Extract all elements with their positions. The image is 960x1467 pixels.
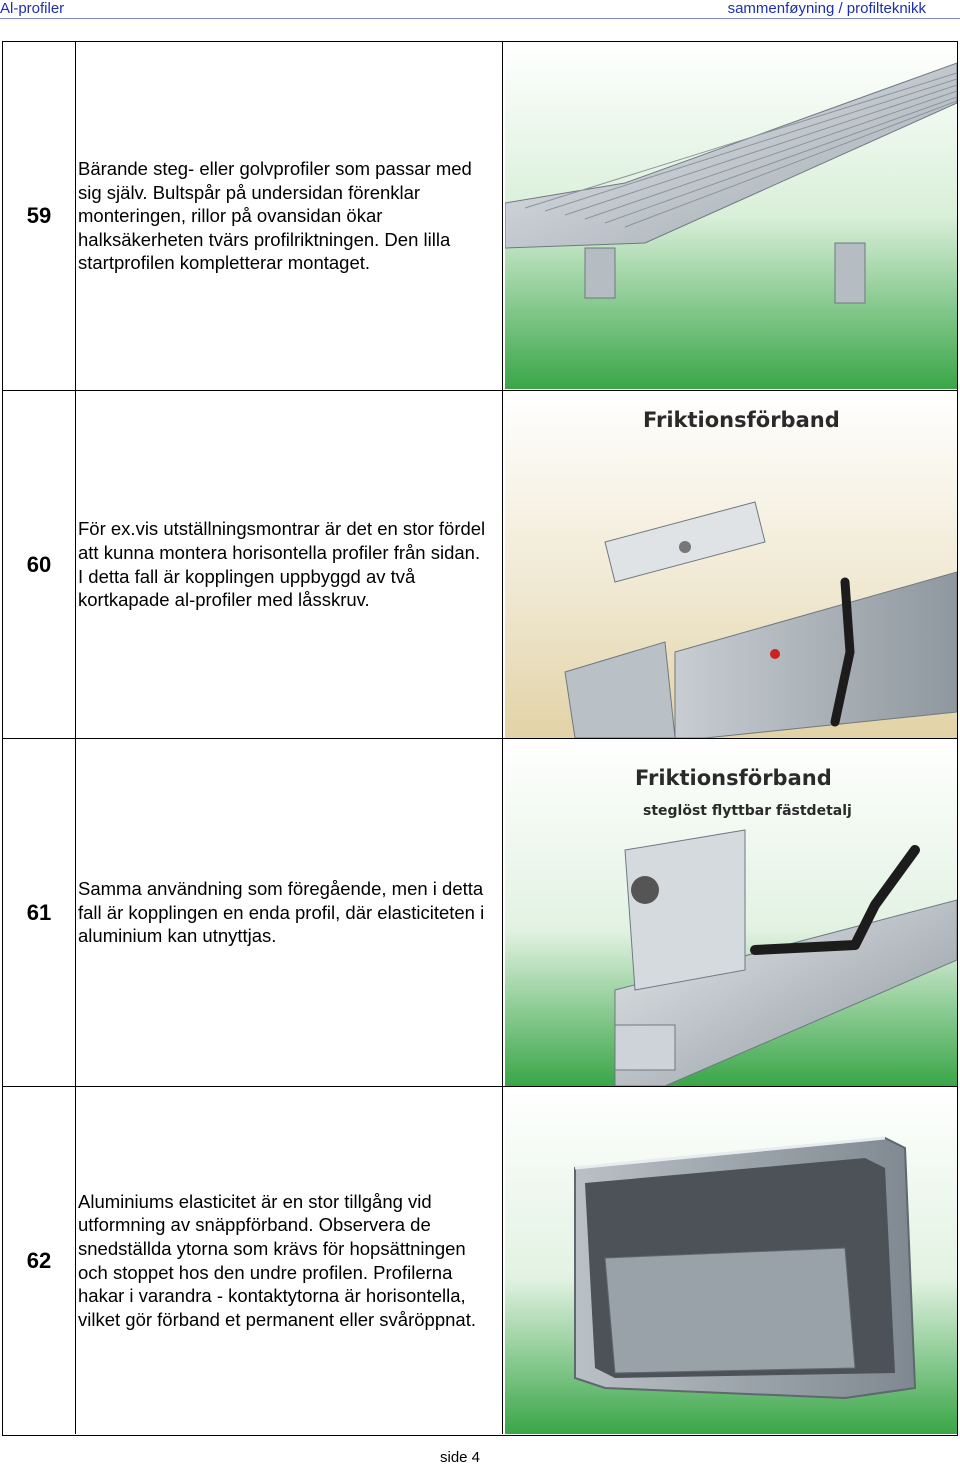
- snap-joint-image: [505, 1088, 957, 1434]
- row-number: 60: [3, 391, 76, 738]
- row-text: Samma användning som föregående, men i detta fall är kopplingen en enda profil, där elasticiteten i aluminium kan utnyttjas.: [78, 739, 503, 1086]
- row-text: Aluminiums elasticitet är en stor tillgång vid utformning av snäppförband. Observera de snedställda ytorna som krävs för hopsättningen och stoppet hos den undre profilen. Profilerna hakar i varandra - kontaktytorna är horisontella, vilket gör förband et permanent eller svåröppnat.: [78, 1087, 503, 1434]
- table-row: [3, 42, 957, 390]
- table-row: [3, 390, 957, 738]
- table-row: [3, 738, 957, 1086]
- row-number: 61: [3, 739, 76, 1086]
- row-number: 62: [3, 1087, 76, 1434]
- row-text: Bärande steg- eller golvprofiler som passar med sig själv. Bultspår på undersidan förenklar monteringen, rillor på ovansidan ökar halksäkerheten tvärs profilriktningen. Den lilla startprofilen kompletterar montaget.: [78, 42, 503, 390]
- friction-joint-image: [505, 392, 957, 738]
- table-row: [3, 1086, 957, 1434]
- image-title: Friktionsförband: [643, 408, 840, 432]
- header-left: Al-profiler: [0, 0, 65, 17]
- row-number: 59: [3, 42, 76, 390]
- image-title: Friktionsförband: [635, 766, 832, 790]
- page-number: side 4: [440, 1449, 481, 1466]
- header-rule: [0, 18, 960, 19]
- floor-profile-image: [505, 43, 957, 389]
- row-text: För ex.vis utställningsmontrar är det en stor fördel att kunna montera horisontella profiler från sidan. I detta fall är kopplingen uppbyggd av två kortkapade al-profiler med låsskruv.: [78, 391, 503, 738]
- header-right: sammenføyning / profilteknikk: [727, 0, 926, 17]
- friction-joint-single-profile-image: [505, 740, 957, 1086]
- content-table: [2, 41, 958, 1436]
- image-subtitle: steglöst flyttbar fästdetalj: [643, 803, 852, 819]
